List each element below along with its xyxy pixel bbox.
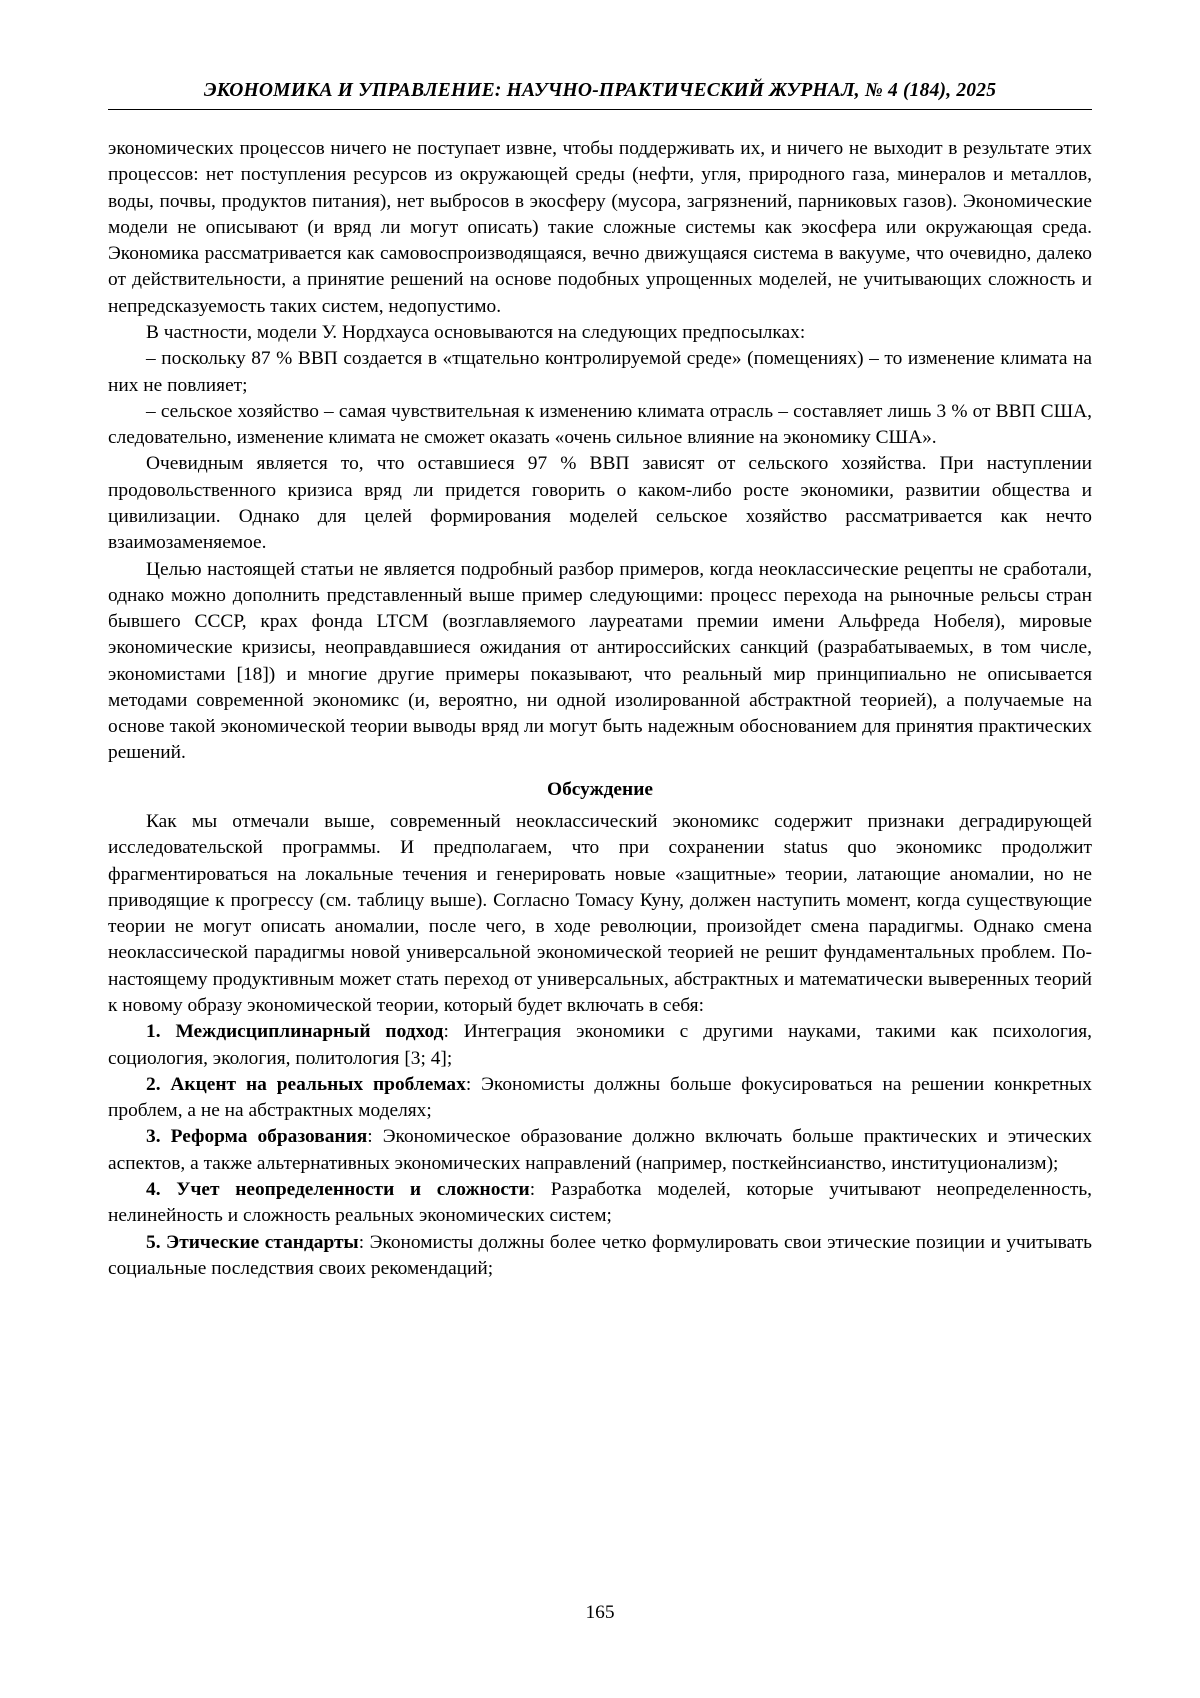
paragraph: В частности, модели У. Нордхауса основываются на следующих предпосылках: — [146, 321, 806, 343]
paragraph: Очевидным является то, что оставшиеся 97 % ВВП зависят от сельского хозяйства. При наступлении продовольственного кризиса вряд ли придется говорить о каком-либо росте экономики, развитии общества и цивилизации. Однако для целей формирования моделей сельское хозяйство рассматривается как нечто взаимозаменяемое. — [108, 453, 1092, 554]
section-heading-discussion: Обсуждение — [547, 778, 653, 800]
list-item-text: : Разработка моделей, которые учитывают неопределенность, нелинейность и сложность реальных экономических систем; — [108, 1178, 1093, 1227]
list-item-text: : Экономисты должны более четко формулировать свои этические позиции и учитывать социальные последствия своих рекомендаций; — [108, 1231, 1093, 1279]
list-item-title: 3. Реформа образования — [146, 1126, 368, 1148]
paragraph: экономических процессов ничего не поступает извне, чтобы поддерживать их, и ничего не выходит в результате этих процессов: нет поступления ресурсов из окружающей среды (нефти, угля, природного газа, минералов и металлов, воды, почвы, продуктов питания), нет выбросов в экосферу (мусора, загрязнений, парниковых газов). Экономические модели не описывают (и вряд ли могут описать) такие сложные системы как экосфера или окружающая среда. Экономика рассматривается как самовоспроизводящаяся, вечно движущаяся система в вакууме, что очевидно, далеко от действительности, а принятие решений на основе подобных упрощенных моделей, не учитывающих сложность и непредсказуемость таких систем, недопустимо. — [108, 138, 1092, 317]
list-item-text: : Экономическое образование должно включать больше практических и этических аспектов, а также альтернативных экономических направлений (например, посткейнсианство, институционализм); — [108, 1126, 1093, 1174]
list-item — [108, 1072, 1092, 1125]
paragraph: Как мы отмечали выше, современный неоклассический экономикс содержит признаки деградирующей исследовательской программы. И предполагаем, что при сохранении status quo экономикс продолжит фрагментироваться на локальные течения и генерировать новые «защитные» теории, латающие аномалии, но не приводящие к прогрессу (см. таблицу выше). Согласно Томасу Куну, должен наступить момент, когда существующие теории не могут описать аномалии, после чего, в ходе революции, произойдет смена парадигмы. Однако смена неоклассической парадигмы новой универсальной экономической теорией не решит фундаментальных проблем. По-настоящему продуктивным может стать переход от универсальных, абстрактных и математически выверенных теорий к новому образу экономической теории, который будет включать в себя: — [108, 811, 1092, 1016]
list-item — [108, 1124, 1092, 1177]
paragraph: – сельское хозяйство – самая чувствительная к изменению климата отрасль – составляет лишь 3 % от ВВП США, следовательно, изменение климата не сможет оказать «очень сильное влияние на экономику США». — [108, 400, 1092, 449]
list-item — [108, 1230, 1092, 1283]
list-item-text: : Интеграция экономики с другими науками, такими как психология, социология, экология, политология [3; 4]; — [108, 1021, 1092, 1069]
list-item — [108, 1019, 1092, 1072]
list-item-title: 5. Этические стандарты — [146, 1231, 359, 1253]
paragraph: Целью настоящей статьи не является подробный разбор примеров, когда неоклассические рецепты не сработали, однако можно дополнить представленный выше пример следующими: процесс перехода на рыночные рельсы стран бывшего СССР, крах фонда LTCM (возглавляемого лауреатами премии имени Альфреда Нобеля), мировые экономические кризисы, неоправдавшиеся ожидания от антироссийских санкций (разрабатываемых, в том числе, экономистами [18]) и многие другие примеры показывают, что реальный мир принципиально не описывается методами современной экономикс (и, вероятно, ни одной изолированной абстрактной теорией), а получаемые на основе такой экономической теории выводы вряд ли могут быть надежным обоснованием для принятия практических решений. — [108, 558, 1092, 764]
list-item-title: 2. Акцент на реальных проблемах — [146, 1073, 466, 1095]
paragraph: – поскольку 87 % ВВП создается в «тщательно контролируемой среде» (помещениях) – то изменение климата на них не повлияет; — [108, 348, 1092, 396]
list-item — [108, 1177, 1092, 1230]
list-item-title: 4. Учет неопределенности и сложности — [146, 1178, 530, 1200]
article-body — [108, 136, 1092, 1282]
list-item-text: : Экономисты должны больше фокусироваться на решении конкретных проблем, а не на абстрактных моделях; — [108, 1073, 1092, 1122]
page-number: 165 — [585, 1602, 615, 1623]
list-item-title: 1. Междисциплинарный подход — [146, 1021, 444, 1043]
running-head: ЭКОНОМИКА И УПРАВЛЕНИЕ: НАУЧНО-ПРАКТИЧЕСКИЙ ЖУРНАЛ, № 4 (184), 2025 — [108, 80, 1092, 110]
